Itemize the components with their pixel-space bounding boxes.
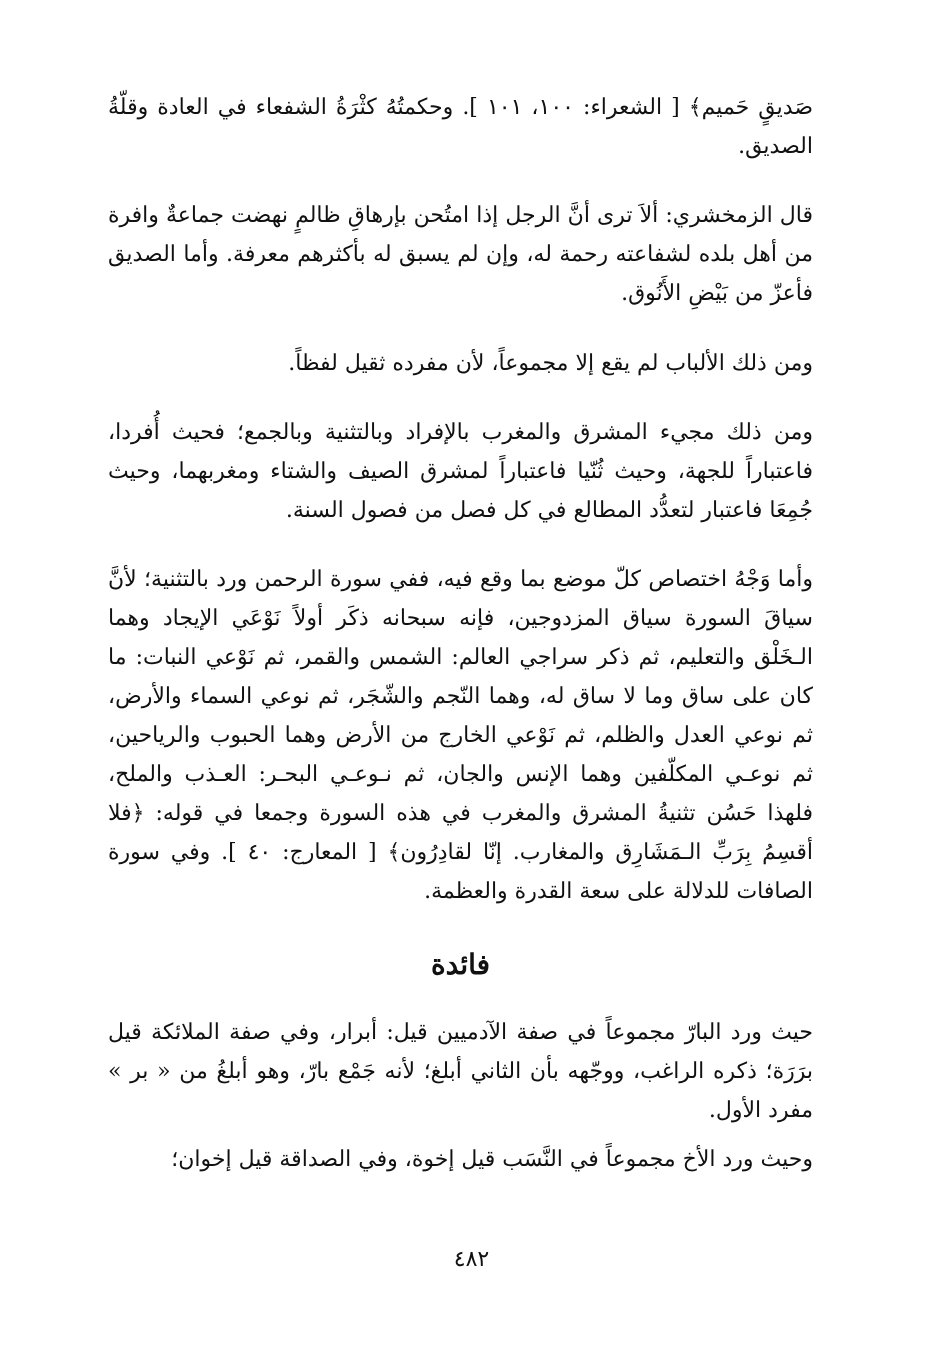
paragraph-5: وأما وَجْهُ اختصاص كلّ موضع بما وقع فيه، ففي سورة الرحمن ورد بالتثنية؛ لأنَّ سياقَ السورة سياق المزدوجين، فإنه سبحانه ذكَر أولاً نَوْعَي الإيجاد وهما الـخَلْق والتعليم، ثم ذكر سراجي العالم: الشمس والقمر، ثم نَوْعي النبات: ما كان على ساق وما لا ساق له، وهما النّجم والشّجَر، ثم نوعي السماء والأرض، ثم نوعي العدل والظلم، ثم نَوْعي الخارج من الأرض وهما الحبوب والرياحين، ثم نوعـي المكلّفين وهما الإنس والجان، ثم نـوعـي البحـر: العـذب والملح، فلهذا حَسُن تثنيةُ المشرق والمغرب في هذه السورة وجمعا في قوله: ﴿فلا أقسِمُ بِرَبِّ الـمَشَارِق والمغارب. إنّا لقادِرُون﴾ [ المعارج: ٤٠ ]. وفي سورة الصافات للدلالة على سعة القدرة والعظمة. (108, 567, 813, 904)
page-number: ٤٨٢ (453, 1247, 490, 1272)
paragraph-4: ومن ذلك مجيء المشرق والمغرب بالإفراد وبالتثنية وبالجمع؛ فحيث أُفردا، فاعتباراً للجهة، وحيث ثُنّيا فاعتباراً لمشرق الصيف والشتاء ومغربهما، وحيث جُمِعَا فاعتبار لتعدُّد المطالع في كل فصل من فصول السنة. (108, 420, 813, 523)
paragraph-2: قال الزمخشري: ألاَ ترى أنَّ الرجل إذا امتُحن بإرهاقِ ظالمٍ نهضت جماعةٌ وافرة من أهل بلده لشفاعته رحمة له، وإن لم يسبق له بأكثرهم معرفة. وأما الصديق فأعزّ من بَيْضِ الأَنُوق. (108, 203, 813, 306)
paragraph-3: ومن ذلك الألباب لم يقع إلا مجموعاً، لأن مفرده ثقيل لفظاً. (288, 351, 813, 376)
paragraph-1: صَديقٍ حَميم﴾ [ الشعراء: ١٠٠، ١٠١ ]. وحكمتُهُ كثْرَةُ الشفعاء في العادة وقلّةُ الصديق. (108, 95, 814, 159)
paragraph-6: حيث ورد البارّ مجموعاً في صفة الآدميين قيل: أبرار، وفي صفة الملائكة قيل برَرَة؛ ذكره الراغب، ووجّهه بأن الثاني أبلغ؛ لأنه جَمْع بارّ، وهو أبلغُ من « بر » مفرد الأول. (108, 1020, 813, 1123)
paragraph-7: وحيث ورد الأخ مجموعاً في النَّسَب قيل إخوة، وفي الصداقة قيل إخوان؛ (171, 1147, 813, 1172)
section-heading: فائدة (430, 948, 491, 981)
